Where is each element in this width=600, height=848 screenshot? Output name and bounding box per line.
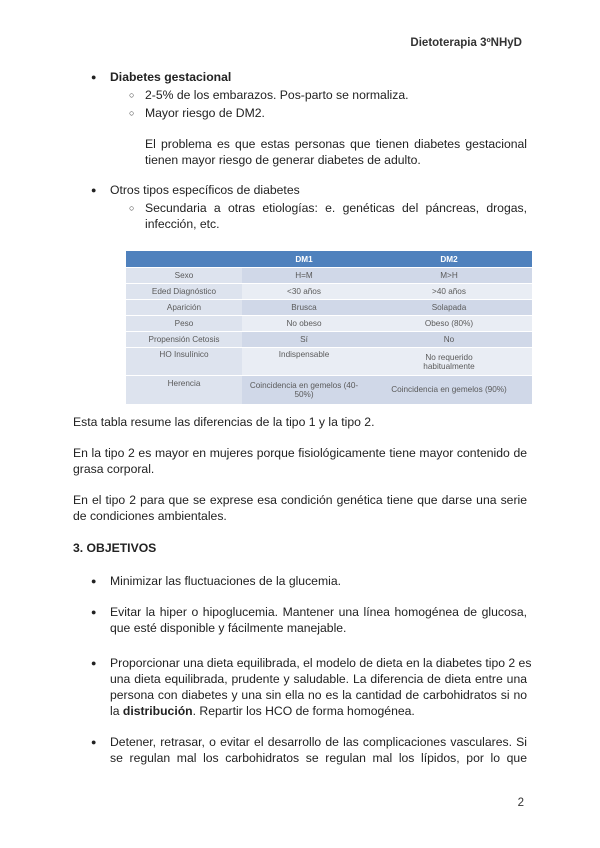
table-cell: HO Insulínico — [126, 348, 242, 376]
table-cell: M>H — [366, 268, 532, 284]
bullet-icon: ● — [91, 72, 97, 82]
comparison-table — [126, 250, 532, 404]
section-title: Diabetes gestacional — [110, 70, 232, 84]
table-cell: Obeso (80%) — [366, 316, 532, 332]
table-row — [126, 316, 532, 332]
table-cell: Sí — [242, 332, 366, 348]
list-item: Evitar la hiper o hipoglucemia. Mantener una línea homogénea de glucosa, — [110, 605, 527, 619]
paragraph-line: tienen mayor riesgo de generar diabetes de adulto. — [145, 153, 421, 167]
table-cell: No requerido habitualmente — [366, 348, 532, 376]
table-cell: Solapada — [366, 300, 532, 316]
table-row — [126, 348, 532, 376]
bullet-icon: ● — [91, 658, 97, 668]
list-item: persona con diabetes y una sin ella no es la cantidad de carbohidratos si no — [110, 688, 527, 702]
bullet-icon: ● — [91, 737, 97, 747]
list-item: Detener, retrasar, o evitar el desarrollo de las complicaciones vasculares. Si — [110, 735, 527, 749]
page-header: Dietoterapia 3ºNHyD — [410, 37, 522, 49]
paragraph-line: En el tipo 2 para que se exprese esa condición genética tiene que darse una serie — [73, 493, 527, 507]
hollow-bullet-icon: ○ — [129, 203, 135, 213]
paragraph-line: de condiciones ambientales. — [73, 509, 227, 523]
paragraph-line: Esta tabla resume las diferencias de la tipo 1 y la tipo 2. — [73, 415, 375, 429]
table-cell: Herencia — [126, 376, 242, 404]
list-item: Secundaria a otras etiologías: e. genéticas del páncreas, drogas, — [145, 201, 527, 215]
list-item: que esté disponible y fácilmente manejable. — [110, 621, 347, 635]
paragraph-line: grasa corporal. — [73, 462, 155, 476]
table-cell: <30 años — [242, 284, 366, 300]
table-row — [126, 332, 532, 348]
table-cell: Aparición — [126, 300, 242, 316]
list-item: la distribución. Repartir los HCO de forma homogénea. — [110, 704, 415, 718]
table-cell: Sexo — [126, 268, 242, 284]
table-header: DM1 — [242, 251, 366, 268]
list-item: Minimizar las fluctuaciones de la glucemia. — [110, 574, 341, 588]
list-item: 2-5% de los embarazos. Pos-parto se normaliza. — [145, 88, 409, 102]
table-cell: No obeso — [242, 316, 366, 332]
table-row — [126, 376, 532, 404]
table-cell: H=M — [242, 268, 366, 284]
list-item: se regulan mal los carbohidratos se regulan mal los lípidos, por lo que — [110, 751, 527, 765]
table-cell: Indispensable — [242, 348, 366, 376]
list-item: Proporcionar una dieta equilibrada, el modelo de dieta en la diabetes tipo 2 es — [110, 656, 532, 670]
table-cell: Coincidencia en gemelos (40-50%) — [242, 376, 366, 404]
paragraph-line: En la tipo 2 es mayor en mujeres porque fisiológicamente tiene mayor contenido de — [73, 446, 527, 460]
list-item: Mayor riesgo de DM2. — [145, 106, 265, 120]
page-number: 2 — [517, 797, 524, 809]
hollow-bullet-icon: ○ — [129, 108, 135, 118]
bullet-icon: ● — [91, 185, 97, 195]
list-item: infección, etc. — [145, 217, 220, 231]
table-cell: Brusca — [242, 300, 366, 316]
section-heading: 3. OBJETIVOS — [73, 541, 157, 555]
bullet-icon: ● — [91, 576, 97, 586]
table-cell: Propensión Cetosis — [126, 332, 242, 348]
table-row — [126, 284, 532, 300]
section-title: Otros tipos específicos de diabetes — [110, 183, 300, 197]
table-row — [126, 300, 532, 316]
table-cell: Eded Diagnóstico — [126, 284, 242, 300]
table-row — [126, 268, 532, 284]
table-cell: No — [366, 332, 532, 348]
table-header — [126, 251, 242, 268]
list-item: una dieta equilibrada, prudente y saludable. La diferencia de dieta entre una — [110, 672, 527, 686]
bullet-icon: ● — [91, 607, 97, 617]
hollow-bullet-icon: ○ — [129, 90, 135, 100]
table-cell: >40 años — [366, 284, 532, 300]
paragraph-line: El problema es que estas personas que tienen diabetes gestacional — [145, 137, 527, 151]
table-cell: Peso — [126, 316, 242, 332]
table-cell: Coincidencia en gemelos (90%) — [366, 376, 532, 404]
table-header: DM2 — [366, 251, 532, 268]
